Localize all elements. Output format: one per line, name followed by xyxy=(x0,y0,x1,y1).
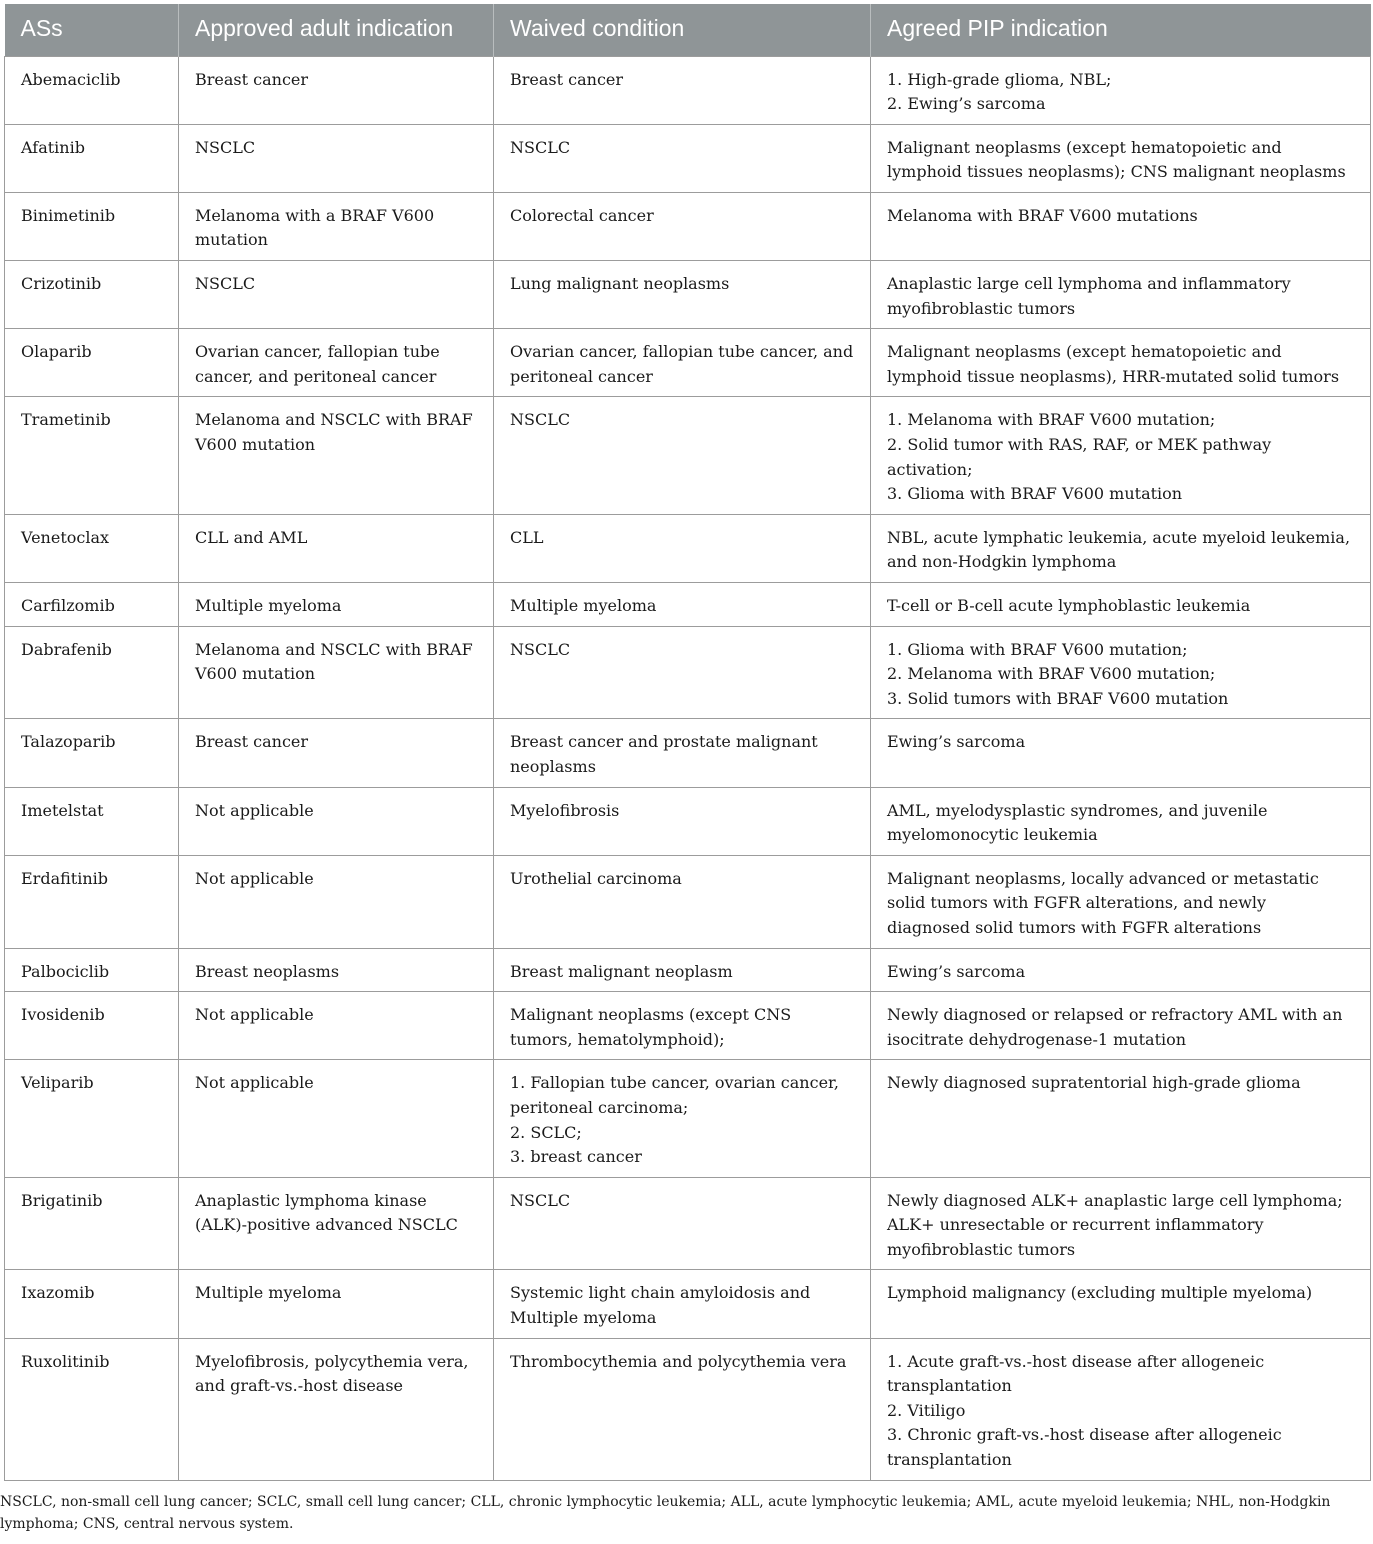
cell-line: 3. Solid tumors with BRAF V600 mutation xyxy=(887,688,1229,708)
waived-condition-cell: Colorectal cancer xyxy=(494,192,871,260)
agreed-pip-indication-cell xyxy=(871,626,1371,719)
table-row xyxy=(5,719,1371,787)
waived-condition-cell: Urothelial carcinoma xyxy=(494,855,871,948)
active-substance-cell: Trametinib xyxy=(5,397,179,514)
table-row xyxy=(5,787,1371,855)
waived-condition-cell: Lung malignant neoplasms xyxy=(494,261,871,329)
agreed-pip-indication-cell: Malignant neoplasms (except hematopoietic and lymphoid tissues neoplasms); CNS malignant neoplasms xyxy=(871,124,1371,192)
waived-condition-cell: Breast cancer and prostate malignant neoplasms xyxy=(494,719,871,787)
table-row xyxy=(5,329,1371,397)
agreed-pip-indication-cell: NBL, acute lymphatic leukemia, acute myeloid leukemia, and non-Hodgkin lymphoma xyxy=(871,514,1371,582)
approved-adult-indication-cell: CLL and AML xyxy=(179,514,494,582)
cell-line: 2. Solid tumor with RAS, RAF, or MEK pathway activation; xyxy=(887,435,1272,479)
cell-line: 1. Glioma with BRAF V600 mutation; xyxy=(887,639,1188,659)
header-active-substance: ASs xyxy=(5,4,179,56)
waived-condition-cell: Systemic light chain amyloidosis and Multiple myeloma xyxy=(494,1270,871,1338)
active-substance-cell: Afatinib xyxy=(5,124,179,192)
waived-condition-cell: Ovarian cancer, fallopian tube cancer, and peritoneal cancer xyxy=(494,329,871,397)
table-row xyxy=(5,1338,1371,1480)
approved-adult-indication-cell: Multiple myeloma xyxy=(179,583,494,627)
waived-condition-cell: NSCLC xyxy=(494,626,871,719)
table-footnote: NSCLC, non-small cell lung cancer; SCLC, small cell lung cancer; CLL, chronic lymphocytic leukemia; ALL, acute lymphocytic leukemia; AML, acute myeloid leukemia; NHL, non-Hodgkin lymphoma; CNS, central nervous system. xyxy=(0,1493,1331,1532)
active-substance-cell: Abemaciclib xyxy=(5,56,179,124)
table-row xyxy=(5,583,1371,627)
waived-condition-cell: Myelofibrosis xyxy=(494,787,871,855)
cell-line: 2. Vitiligo xyxy=(887,1400,966,1420)
cell-line: 1. High-grade glioma, NBL; xyxy=(887,69,1112,89)
approved-adult-indication-cell: Not applicable xyxy=(179,787,494,855)
table-body xyxy=(5,56,1371,1480)
table-row xyxy=(5,1060,1371,1177)
cell-line: 3. Glioma with BRAF V600 mutation xyxy=(887,484,1183,504)
cell-line: 3. breast cancer xyxy=(510,1147,642,1167)
approved-adult-indication-cell: Multiple myeloma xyxy=(179,1270,494,1338)
active-substance-cell: Brigatinib xyxy=(5,1177,179,1270)
waived-condition-cell: Breast malignant neoplasm xyxy=(494,948,871,992)
approved-adult-indication-cell: Breast cancer xyxy=(179,56,494,124)
indication-table xyxy=(4,4,1371,1481)
approved-adult-indication-cell: Melanoma and NSCLC with BRAF V600 mutation xyxy=(179,397,494,514)
waived-condition-cell: NSCLC xyxy=(494,397,871,514)
approved-adult-indication-cell: Not applicable xyxy=(179,855,494,948)
waived-condition-cell: Thrombocythemia and polycythemia vera xyxy=(494,1338,871,1480)
cell-line: 2. Ewing’s sarcoma xyxy=(887,94,1046,114)
active-substance-cell: Ivosidenib xyxy=(5,992,179,1060)
active-substance-cell: Erdafitinib xyxy=(5,855,179,948)
agreed-pip-indication-cell: T-cell or B-cell acute lymphoblastic leukemia xyxy=(871,583,1371,627)
table-row xyxy=(5,626,1371,719)
cell-line: 1. Acute graft-vs.-host disease after allogeneic transplantation xyxy=(887,1351,1265,1396)
table-row xyxy=(5,124,1371,192)
cell-line: 3. Chronic graft-vs.-host disease after allogeneic transplantation xyxy=(887,1425,1282,1470)
approved-adult-indication-cell: Melanoma with a BRAF V600 mutation xyxy=(179,192,494,260)
agreed-pip-indication-cell: Ewing’s sarcoma xyxy=(871,719,1371,787)
table-row xyxy=(5,992,1371,1060)
table-row xyxy=(5,261,1371,329)
agreed-pip-indication-cell: Melanoma with BRAF V600 mutations xyxy=(871,192,1371,260)
table-row xyxy=(5,1177,1371,1270)
approved-adult-indication-cell: Not applicable xyxy=(179,992,494,1060)
cell-line: 2. SCLC; xyxy=(510,1122,582,1142)
waived-condition-cell: CLL xyxy=(494,514,871,582)
table-row xyxy=(5,948,1371,992)
approved-adult-indication-cell: Breast neoplasms xyxy=(179,948,494,992)
approved-adult-indication-cell: Myelofibrosis, polycythemia vera, and graft-vs.-host disease xyxy=(179,1338,494,1480)
agreed-pip-indication-cell: Malignant neoplasms (except hematopoietic and lymphoid tissue neoplasms), HRR-mutated solid tumors xyxy=(871,329,1371,397)
waived-condition-cell xyxy=(494,1060,871,1177)
active-substance-cell: Ruxolitinib xyxy=(5,1338,179,1480)
active-substance-cell: Crizotinib xyxy=(5,261,179,329)
agreed-pip-indication-cell: Newly diagnosed or relapsed or refractory AML with an isocitrate dehydrogenase-1 mutation xyxy=(871,992,1371,1060)
active-substance-cell: Veliparib xyxy=(5,1060,179,1177)
active-substance-cell: Binimetinib xyxy=(5,192,179,260)
agreed-pip-indication-cell: Ewing’s sarcoma xyxy=(871,948,1371,992)
agreed-pip-indication-cell: Newly diagnosed supratentorial high-grade glioma xyxy=(871,1060,1371,1177)
header-approved-adult-indication: Approved adult indication xyxy=(179,4,494,56)
active-substance-cell: Venetoclax xyxy=(5,514,179,582)
waived-condition-cell: Multiple myeloma xyxy=(494,583,871,627)
approved-adult-indication-cell: Not applicable xyxy=(179,1060,494,1177)
cell-line: 1. Melanoma with BRAF V600 mutation; xyxy=(887,410,1216,430)
active-substance-cell: Olaparib xyxy=(5,329,179,397)
agreed-pip-indication-cell: Lymphoid malignancy (excluding multiple myeloma) xyxy=(871,1270,1371,1338)
approved-adult-indication-cell: Anaplastic lymphoma kinase (ALK)-positive advanced NSCLC xyxy=(179,1177,494,1270)
header-waived-condition: Waived condition xyxy=(494,4,871,56)
approved-adult-indication-cell: Melanoma and NSCLC with BRAF V600 mutation xyxy=(179,626,494,719)
active-substance-cell: Palbociclib xyxy=(5,948,179,992)
agreed-pip-indication-cell: Newly diagnosed ALK+ anaplastic large cell lymphoma; ALK+ unresectable or recurrent inflammatory myofibroblastic tumors xyxy=(871,1177,1371,1270)
waived-condition-cell: NSCLC xyxy=(494,124,871,192)
table-row xyxy=(5,1270,1371,1338)
active-substance-cell: Ixazomib xyxy=(5,1270,179,1338)
active-substance-cell: Carfilzomib xyxy=(5,583,179,627)
table-row xyxy=(5,397,1371,514)
table-row xyxy=(5,514,1371,582)
table-row xyxy=(5,855,1371,948)
cell-line: 2. Melanoma with BRAF V600 mutation; xyxy=(887,664,1216,684)
active-substance-cell: Talazoparib xyxy=(5,719,179,787)
agreed-pip-indication-cell xyxy=(871,397,1371,514)
header-agreed-pip-indication: Agreed PIP indication xyxy=(871,4,1371,56)
approved-adult-indication-cell: NSCLC xyxy=(179,124,494,192)
agreed-pip-indication-cell xyxy=(871,56,1371,124)
agreed-pip-indication-cell: AML, myelodysplastic syndromes, and juvenile myelomonocytic leukemia xyxy=(871,787,1371,855)
active-substance-cell: Imetelstat xyxy=(5,787,179,855)
waived-condition-cell: Malignant neoplasms (except CNS tumors, hematolymphoid); xyxy=(494,992,871,1060)
approved-adult-indication-cell: NSCLC xyxy=(179,261,494,329)
cell-line: 1. Fallopian tube cancer, ovarian cancer, peritoneal carcinoma; xyxy=(510,1073,840,1117)
table-header xyxy=(5,4,1371,56)
table-row xyxy=(5,192,1371,260)
approved-adult-indication-cell: Breast cancer xyxy=(179,719,494,787)
header-row xyxy=(5,4,1371,56)
agreed-pip-indication-cell xyxy=(871,1338,1371,1480)
approved-adult-indication-cell: Ovarian cancer, fallopian tube cancer, and peritoneal cancer xyxy=(179,329,494,397)
agreed-pip-indication-cell: Anaplastic large cell lymphoma and inflammatory myofibroblastic tumors xyxy=(871,261,1371,329)
waived-condition-cell: NSCLC xyxy=(494,1177,871,1270)
agreed-pip-indication-cell: Malignant neoplasms, locally advanced or metastatic solid tumors with FGFR alterations, and newly diagnosed solid tumors with FGFR alterations xyxy=(871,855,1371,948)
table-row xyxy=(5,56,1371,124)
table-container xyxy=(0,4,1370,1535)
waived-condition-cell: Breast cancer xyxy=(494,56,871,124)
active-substance-cell: Dabrafenib xyxy=(5,626,179,719)
